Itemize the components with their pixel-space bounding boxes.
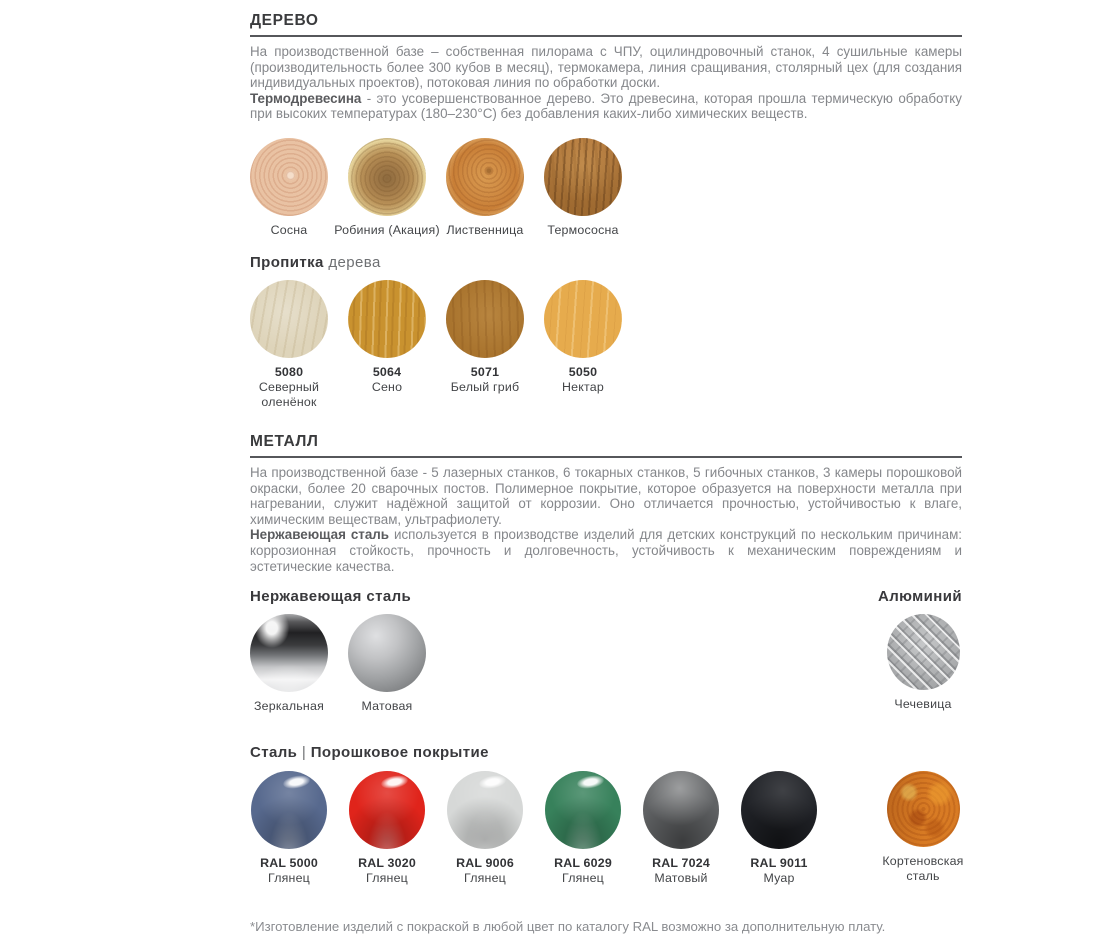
- metal-paragraph: На производственной базе - 5 лазерных станков, 6 токарных станков, 5 гибочных станков, 3 камеры порошковой окраски, более 20 сварочных постов. Полимерное покрытие, которое образуется на поверхности металла при нагревании, служит надёжной защитой от коррозии. Оно отличается прочностью, устойчивостью к влаге, химическим веществам, ультрафиолету.: [250, 464, 962, 527]
- metal-section-title: МЕТАЛЛ: [250, 433, 962, 458]
- metal-sample-label: Матовая: [361, 699, 413, 714]
- impregnation-swatch-5050: [534, 280, 632, 410]
- powder-title-separator: |: [297, 744, 311, 762]
- ral-color-sample: [349, 771, 425, 849]
- diamond-plate-sample: [887, 614, 960, 690]
- color-sample-label: [562, 365, 604, 395]
- impregnation-swatch-5080: [240, 280, 338, 410]
- impregnation-title-light: дерева: [323, 253, 381, 271]
- color-sample-label: [240, 365, 338, 410]
- stainless-term: Нержавеющая сталь: [250, 527, 390, 543]
- ral-code: RAL 5000: [260, 856, 318, 871]
- color-code: 5080: [274, 364, 304, 379]
- ral-swatch-3020: [338, 771, 436, 886]
- ral-colors-row: [240, 771, 962, 886]
- catalog-page: [250, 0, 962, 947]
- metal-sample-label: Зеркальная: [254, 699, 324, 714]
- color-sample: [544, 280, 622, 358]
- ral-swatch-9006: [436, 771, 534, 886]
- ral-color-sample: [545, 771, 621, 849]
- wood-sample-image: [348, 138, 426, 216]
- impregnation-title-strong: Пропитка: [250, 253, 324, 271]
- ral-code: RAL 9006: [456, 856, 514, 871]
- impregnation-title: [250, 254, 962, 271]
- powder-title-steel: Сталь: [250, 744, 298, 762]
- color-name: Нектар: [562, 379, 604, 394]
- ral-finish: Матовый: [654, 871, 708, 886]
- ral-finish: Глянец: [464, 871, 506, 886]
- wood-sample-image: [544, 138, 622, 216]
- powder-coating-title: [250, 744, 962, 761]
- wood-sample-label: Лиственница: [446, 222, 524, 237]
- impregnation-swatch-5064: [338, 280, 436, 410]
- ral-label: [260, 856, 318, 886]
- ral-finish: Глянец: [268, 871, 310, 886]
- metal-samples-row: [240, 614, 962, 714]
- ral-label: [456, 856, 514, 886]
- thermowood-text: - это усовершенствованное дерево. Это древесина, которая прошла термическую обработку при высоких температурах (180–230°С) без добавления каких-либо химических веществ.: [250, 90, 962, 122]
- powder-title-coating: Порошковое покрытие: [310, 744, 489, 762]
- wood-sample-image: [446, 138, 524, 216]
- stainless-paragraph: [250, 527, 962, 574]
- ral-swatch-6029: [534, 771, 632, 886]
- wood-swatch-termososna: [534, 138, 632, 238]
- color-name: Сено: [371, 379, 403, 394]
- corten-steel-sample: [887, 771, 960, 847]
- wood-sample-label: Термососна: [547, 222, 619, 237]
- stainless-swatch-mirror: [240, 614, 338, 714]
- wood-paragraph: На производственной базе – собственная пилорама с ЧПУ, оцилиндровочный станок, 4 сушильные камеры (производительность более 300 кубов в месяц), термокамера, линия сращивания, столярный цех (для создания индивидуальных проектов), потоковая линия по обработки доски.: [250, 44, 962, 91]
- metal-subheadings: [250, 588, 962, 605]
- ral-finish: Муар: [763, 871, 795, 886]
- aluminium-title: Алюминий: [878, 588, 962, 606]
- ral-color-sample: [741, 771, 817, 849]
- wood-sample-image: [250, 138, 328, 216]
- wood-swatch-listvennitsa: [436, 138, 534, 238]
- wood-swatch-sosna: [240, 138, 338, 238]
- color-sample-label: [372, 365, 402, 395]
- ral-label: [358, 856, 416, 886]
- stainless-swatch-matte: [338, 614, 436, 714]
- wood-swatch-robinia: [334, 138, 440, 238]
- stainless-title: Нержавеющая сталь: [250, 588, 412, 606]
- color-code: 5071: [470, 364, 500, 379]
- ral-color-sample: [447, 771, 523, 849]
- color-name: Северный оленёнок: [258, 379, 320, 409]
- impregnation-row: [240, 280, 962, 410]
- color-code: 5050: [568, 364, 598, 379]
- ral-color-sample: [643, 771, 719, 849]
- ral-code: RAL 7024: [652, 856, 710, 871]
- ral-finish: Глянец: [366, 871, 408, 886]
- metal-sample-label: Чечевица: [894, 697, 952, 712]
- ral-finish: Глянец: [562, 871, 604, 886]
- ral-swatch-9011: [730, 771, 828, 886]
- ral-label: [652, 856, 710, 886]
- stainless-text: используется в производстве изделий для детских конструкций по нескольким причинам: коррозионная стойкость, прочность и долговечность, устойчивость к механическим повреждениям и эстетические качества.: [250, 527, 963, 574]
- corten-steel-swatch: [874, 771, 972, 886]
- color-sample: [446, 280, 524, 358]
- wood-section-title: ДЕРЕВО: [250, 12, 962, 37]
- wood-species-row: [240, 138, 962, 238]
- wood-sample-label: Сосна: [270, 222, 308, 237]
- ral-code: RAL 6029: [554, 856, 612, 871]
- ral-label: [750, 856, 807, 886]
- ral-code: RAL 3020: [358, 856, 416, 871]
- impregnation-swatch-5071: [436, 280, 534, 410]
- ral-swatch-7024: [632, 771, 730, 886]
- color-sample: [250, 280, 328, 358]
- ral-label: [554, 856, 612, 886]
- thermowood-term: Термодревесина: [250, 90, 362, 106]
- ral-color-sample: [251, 771, 327, 849]
- footnote: *Изготовление изделий с покраской в любой цвет по каталогу RAL возможно за дополнительную плату.: [250, 919, 886, 935]
- ral-code: RAL 9011: [750, 856, 808, 871]
- color-code: 5064: [372, 364, 402, 379]
- corten-label: Кортеновская сталь: [882, 854, 964, 884]
- color-sample: [348, 280, 426, 358]
- thermowood-paragraph: [250, 91, 962, 122]
- aluminium-swatch: [874, 614, 972, 714]
- mirror-steel-sample: [250, 614, 328, 692]
- matte-steel-sample: [348, 614, 426, 692]
- color-name: Белый гриб: [450, 379, 520, 394]
- wood-sample-label: Робиния (Акация): [334, 222, 440, 237]
- color-sample-label: [451, 365, 520, 395]
- ral-swatch-5000: [240, 771, 338, 886]
